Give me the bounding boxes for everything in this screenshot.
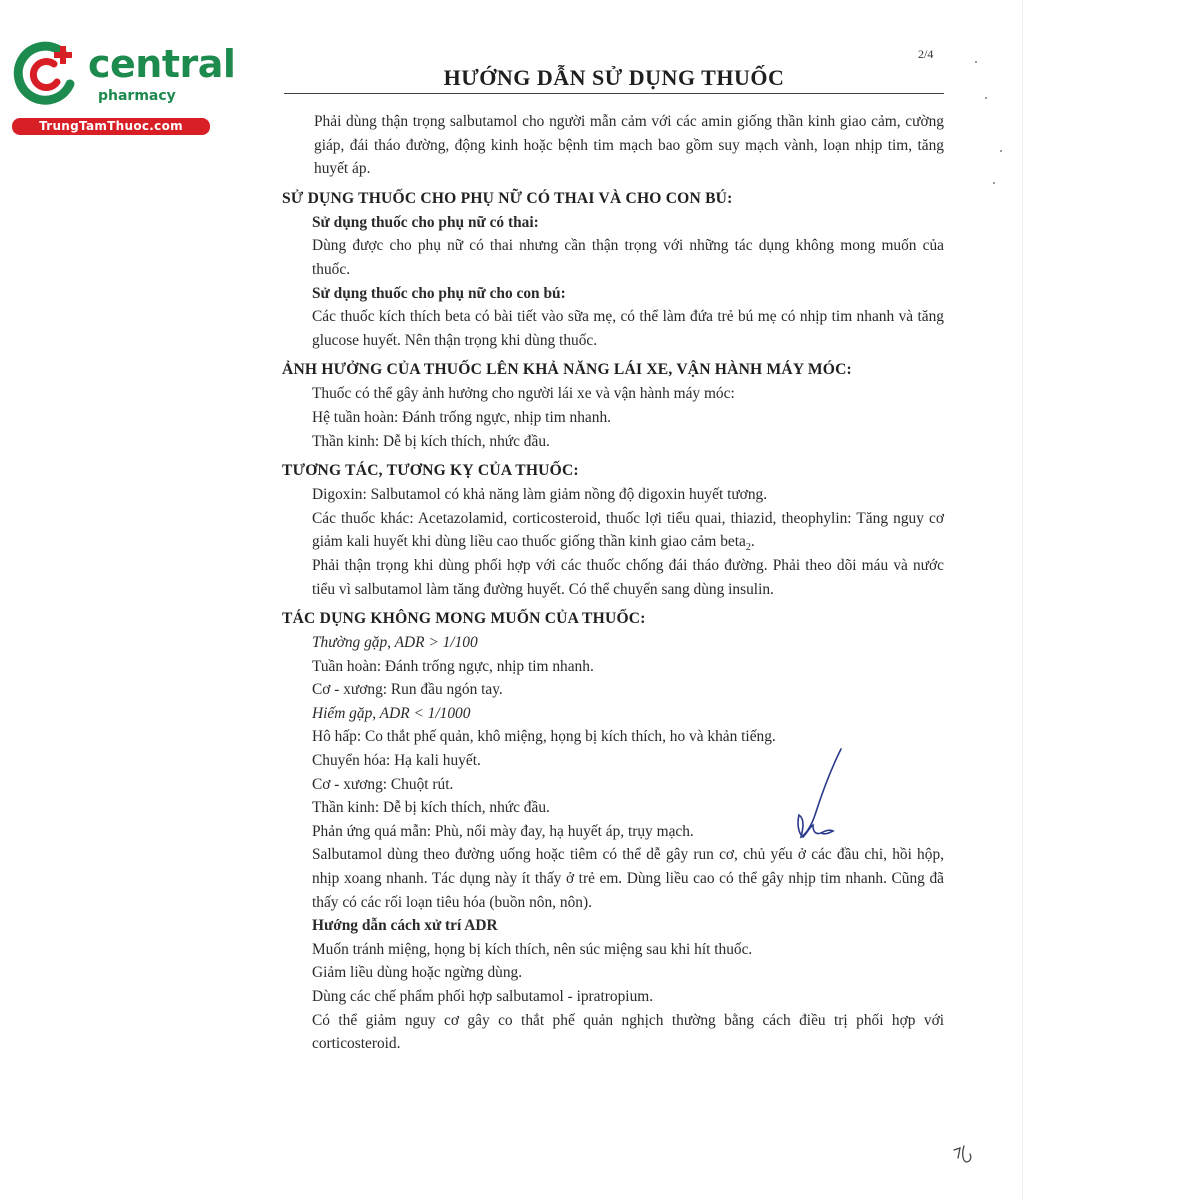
adr-guide-line: Dùng các chế phẩm phối hợp salbutamol - ipratropium. <box>312 988 654 1005</box>
scan-speck <box>985 97 987 99</box>
pregnant-paragraph: Dùng được cho phụ nữ có thai nhưng cần thận trọng với những tác dụng không mong muốn của thuốc. <box>312 237 944 278</box>
brand-logo <box>10 38 236 138</box>
initials-icon <box>950 1140 980 1170</box>
scan-edge <box>1022 0 1023 1200</box>
adr-guide-paragraph: Có thể giảm nguy cơ gây co thắt phế quản nghịch thường bằng cách điều trị phối hợp với corticosteroid. <box>312 1011 944 1053</box>
document-body <box>282 110 944 1056</box>
adverse-line: Hô hấp: Co thắt phế quản, khô miệng, họng bị kích thích, ho và khản tiếng. <box>312 728 776 746</box>
driving-line: Thần kinh: Dễ bị kích thích, nhức đầu. <box>312 432 550 450</box>
page-number: 2/4 <box>918 47 934 61</box>
title-divider <box>284 93 944 94</box>
interaction-paragraph: Digoxin: Salbutamol có khả năng làm giảm nồng độ digoxin huyết tương. <box>312 486 768 504</box>
brand-subtitle: pharmacy <box>98 88 176 104</box>
intro-paragraph: Phải dùng thận trọng salbutamol cho người mẫn cảm với các amin giống thần kinh giao cảm, cường giáp, đái tháo đường, động kinh hoặc bệnh tim mạch bao gồm suy mạch vành, loạn nhịp tim, tăng huyết áp. <box>314 113 944 178</box>
central-pharmacy-logo-icon <box>10 38 80 108</box>
adverse-note-paragraph: Salbutamol dùng theo đường uống hoặc tiêm có thể dễ gây run cơ, chủ yếu ở các đầu chi, hồi hộp, nhịp xoang nhanh. Tác dụng này ít thấy ở trẻ em. Dùng liều cao có thể gây nhịp tim nhanh. Cũng đã thấy có các rối loạn tiêu hóa (buồn nôn, nôn). <box>312 846 944 911</box>
driving-line: Thuốc có thể gây ảnh hưởng cho người lái xe và vận hành máy móc: <box>312 385 735 403</box>
interaction-paragraph <box>282 507 944 554</box>
adverse-line: Chuyển hóa: Hạ kali huyết. <box>312 752 481 770</box>
interaction-text: Các thuốc khác: Acetazolamid, corticosteroid, thuốc lợi tiểu quai, thiazid, theophylin: Tăng nguy cơ giảm kali huyết khi dùng liều cao thuốc giống thần kinh giao cảm beta <box>312 509 944 551</box>
pregnant-subheading: Sử dụng thuốc cho phụ nữ có thai: <box>312 213 539 231</box>
interaction-text-end: . <box>750 533 755 551</box>
brand-name: central <box>88 42 236 86</box>
scan-speck <box>1000 150 1002 152</box>
document-title: HƯỚNG DẪN SỬ DỤNG THUỐC <box>443 65 785 90</box>
common-frequency-label: Thường gặp, ADR > 1/100 <box>312 634 478 652</box>
adverse-line: Phản ứng quá mẫn: Phù, nổi mày đay, hạ huyết áp, trụy mạch. <box>312 822 694 840</box>
interaction-paragraph: Phải thận trọng khi dùng phối hợp với các thuốc chống đái tháo đường. Phải theo dõi máu và nước tiểu vì salbutamol làm tăng đường huyết. Có thể chuyển sang dùng insulin. <box>312 556 944 598</box>
subscript: 2 <box>745 542 751 554</box>
adverse-line: Thần kinh: Dễ bị kích thích, nhức đầu. <box>312 799 550 817</box>
adverse-line: Cơ - xương: Chuột rút. <box>312 775 454 793</box>
nursing-subheading: Sử dụng thuốc cho phụ nữ cho con bú: <box>312 284 566 302</box>
section-heading-adverse: TÁC DỤNG KHÔNG MONG MUỐN CỦA THUỐC: <box>282 610 646 628</box>
adverse-line: Cơ - xương: Run đầu ngón tay. <box>312 681 503 699</box>
section-heading-pregnancy: SỬ DỤNG THUỐC CHO PHỤ NỮ CÓ THAI VÀ CHO CON BÚ: <box>282 189 733 207</box>
adr-guide-line: Giảm liều dùng hoặc ngừng dùng. <box>312 964 523 982</box>
section-heading-interactions: TƯƠNG TÁC, TƯƠNG KỴ CỦA THUỐC: <box>282 462 579 480</box>
adr-guide-line: Muốn tránh miệng, họng bị kích thích, nên súc miệng sau khi hít thuốc. <box>312 940 753 958</box>
driving-line: Hệ tuần hoàn: Đánh trống ngực, nhịp tim nhanh. <box>312 408 611 426</box>
nursing-paragraph: Các thuốc kích thích beta có bài tiết vào sữa mẹ, có thể làm đứa trẻ bú mẹ có nhịp tim nhanh và tăng glucose huyết. Nên thận trọng khi dùng thuốc. <box>312 308 944 349</box>
adr-guide-subheading: Hướng dẫn cách xử trí ADR <box>312 917 498 935</box>
scan-speck <box>975 61 977 63</box>
rare-frequency-label: Hiếm gặp, ADR < 1/1000 <box>312 704 471 722</box>
brand-url-badge[interactable]: TrungTamThuoc.com <box>12 118 210 135</box>
signature-icon <box>785 745 855 845</box>
section-heading-driving: ẢNH HƯỞNG CỦA THUỐC LÊN KHẢ NĂNG LÁI XE, VẬN HÀNH MÁY MÓC: <box>282 361 852 379</box>
adverse-line: Tuần hoàn: Đánh trống ngực, nhịp tim nhanh. <box>312 657 594 675</box>
scan-speck <box>993 182 995 184</box>
